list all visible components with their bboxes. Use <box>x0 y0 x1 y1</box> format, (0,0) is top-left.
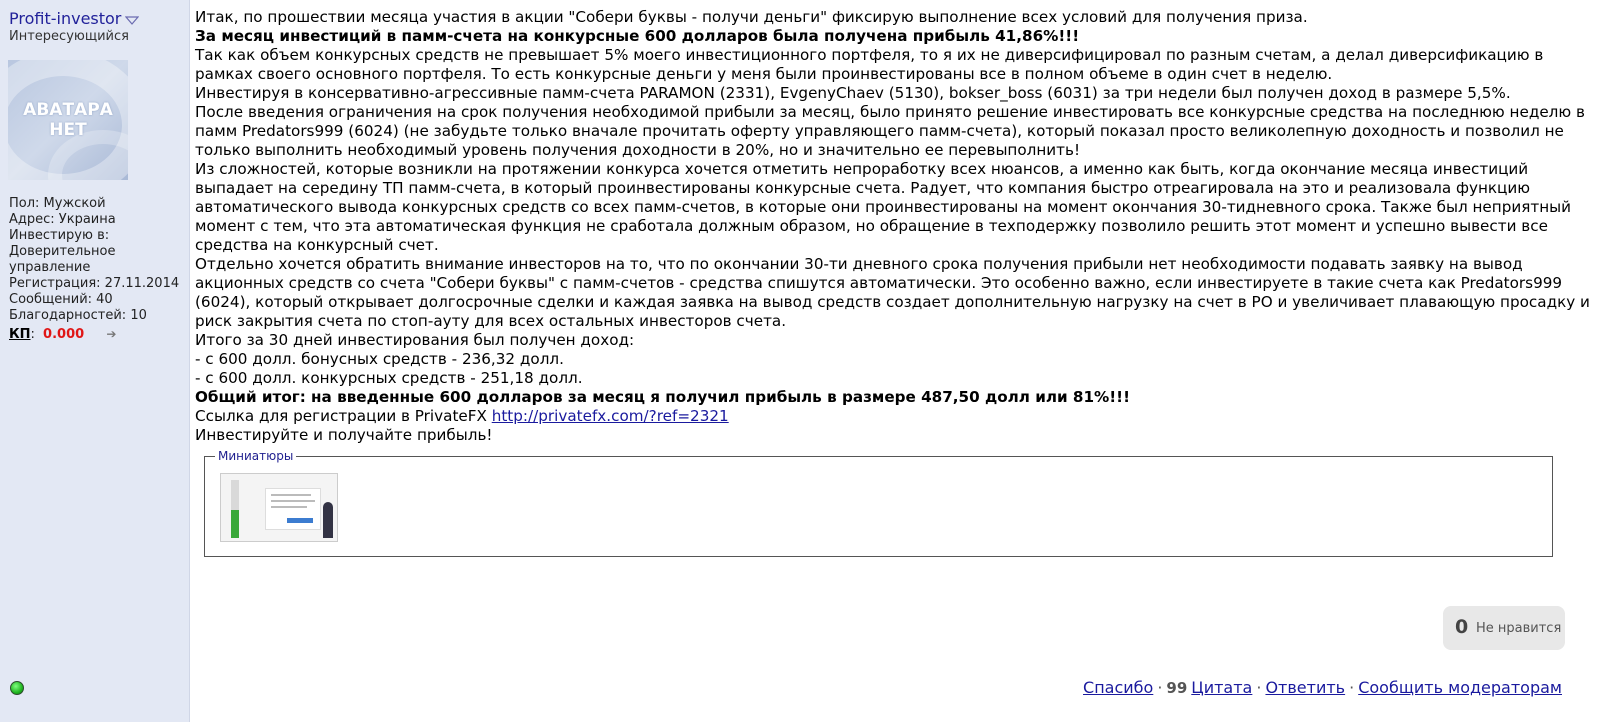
user-gender: Пол: Мужской <box>9 196 106 211</box>
thumb-text-line <box>271 506 307 508</box>
post-line: После введения ограничения на срок получения необходимой прибыли за месяц, было принято решение инвестировать все конкурсные средства на последнюю неделю в памм Predators999 (6024) (не забудьте только вначале прочитать оферту управляющего памм-счета), который показал просто великолепную доходность и позволил не только выполнить необходимый уровень получения доходности в 20%, но и значительно ее перевыполнить! <box>195 103 1585 159</box>
thumbnails-fieldset <box>204 449 1553 557</box>
username-link[interactable]: Profit-investor <box>9 9 122 28</box>
reply-link[interactable]: Ответить <box>1265 678 1346 697</box>
post-line: Итого за 30 дней инвестирования был получен доход: <box>195 331 635 349</box>
post-line: - с 600 долл. конкурсных средств - 251,18 долл. <box>195 369 583 387</box>
post-line-bold: За месяц инвестиций в памм-счета на конкурсные 600 долларов была получена прибыль 41,86%!!! <box>195 27 1080 45</box>
thumb-text-line <box>271 500 315 502</box>
user-info <box>9 196 187 343</box>
post-line: Инвестируя в консервативно-агрессивные памм-счета PARAMON (2331), EvgenyChaev (5130), bokser_boss (6031) за три недели был получен доход в размере 5,5%. <box>195 84 1511 102</box>
separator: · <box>1256 678 1262 697</box>
thumb-text-line <box>271 494 311 496</box>
avatar-placeholder-text: АВАТАРА НЕТ <box>23 100 113 140</box>
post-line: Так как объем конкурсных средств не превышает 5% моего инвестиционного портфеля, то я их не диверсифицировал по разным счетам, а делал диверсификацию в рамках своего основного портфеля. То есть конкурсные деньги у меня были проинвестированы все в полном объеме в один счет в неделю. <box>195 46 1544 83</box>
post-line: Итак, по прошествии месяца участия в акции "Собери буквы - получи деньги" фиксирую выполнение всех условий для получения приза. <box>195 8 1308 26</box>
avatar[interactable] <box>8 60 128 180</box>
username[interactable] <box>9 9 139 28</box>
attachment-thumbnail[interactable] <box>220 473 338 542</box>
user-registration: Регистрация: 27.11.2014 <box>9 276 180 291</box>
post-link-line <box>195 407 1595 426</box>
dislike-count: 0 <box>1455 616 1469 638</box>
online-status-icon <box>10 681 24 695</box>
thumb-progress-fill <box>231 510 239 538</box>
kp-arrow-icon[interactable]: ➔ <box>106 327 117 341</box>
separator: · <box>1349 678 1355 697</box>
user-title: Интересующийся <box>9 29 129 44</box>
post-line-bold: Общий итог: на введенные 600 долларов за месяц я получил прибыль в размере 487,50 долл или 81%!!! <box>195 388 1131 406</box>
thumbnails-legend: Миниатюры <box>215 449 296 463</box>
kp-label[interactable]: КП <box>9 327 31 342</box>
user-investing: Инвестирую в: Доверительное управление <box>9 228 116 275</box>
thumb-button <box>287 518 313 523</box>
thanks-link[interactable]: Спасибо <box>1083 678 1154 697</box>
post-line: Отдельно хочется обратить внимание инвесторов на то, что по окончании 30-ти дневного срока получения прибыли нет необходимости подавать заявку на вывод акционных средств со счета "Собери буквы" с памм-счетов - средства спишутся автоматически. Это особенно важно, если инвестируете в такие счета как Predators999 (6024), который открывает долгосрочные сделки и каждая заявка на вывод средств создает дополнительную нагрузку на счет в РО и увеличивает плавающую просадку и риск закрытия счета по стоп-ауту для всех остальных инвесторов счета. <box>195 255 1590 330</box>
separator: · <box>1157 678 1163 697</box>
user-address: Адрес: Украина <box>9 212 116 227</box>
user-thanks-count: Благодарностей: 10 <box>9 308 147 323</box>
link-prefix: Ссылка для регистрации в PrivateFX <box>195 407 492 425</box>
dislike-box[interactable] <box>1443 606 1565 650</box>
quote-link[interactable]: Цитата <box>1191 678 1253 697</box>
post-line: Из сложностей, которые возникли на протяжении конкурса хочется отметить непроработку всех нюансов, а именно как быть, когда окончание месяца инвестиций выпадает на середину ТП памм-счета, в который проинвестированы конкурсные счета. Радует, что компания быстро отреагировала на это и реализовала функцию автоматического вывода конкурсных средств со всех памм-счетов, в которые они проинвестированы на момент окончания 30-тидневного срока. Также был неприятный момент с тем, что эта автоматическая функция не сработала должным образом, но обращение в техподержку позволило решить этот момент и успешно вывести все средства на конкурсный счет. <box>195 160 1571 254</box>
post-line: - с 600 долл. бонусных средств - 236,32 долл. <box>195 350 564 368</box>
quote-icon[interactable]: 99 <box>1166 679 1188 697</box>
user-sidebar <box>0 0 190 722</box>
kp-line: КП: 0.000 ➔ <box>9 327 117 342</box>
user-menu-arrow-icon[interactable] <box>125 15 139 25</box>
user-posts-count: Сообщений: 40 <box>9 292 113 307</box>
post-closing: Инвестируйте и получайте прибыль! <box>195 426 493 444</box>
post-body <box>195 8 1595 445</box>
referral-link[interactable]: http://privatefx.com/?ref=2321 <box>491 407 729 425</box>
report-link[interactable]: Сообщить модераторам <box>1358 678 1562 697</box>
thumb-person <box>323 502 333 538</box>
kp-value: 0.000 <box>43 327 85 342</box>
dislike-label: Не нравится <box>1476 621 1562 636</box>
post-actions <box>1083 678 1562 697</box>
